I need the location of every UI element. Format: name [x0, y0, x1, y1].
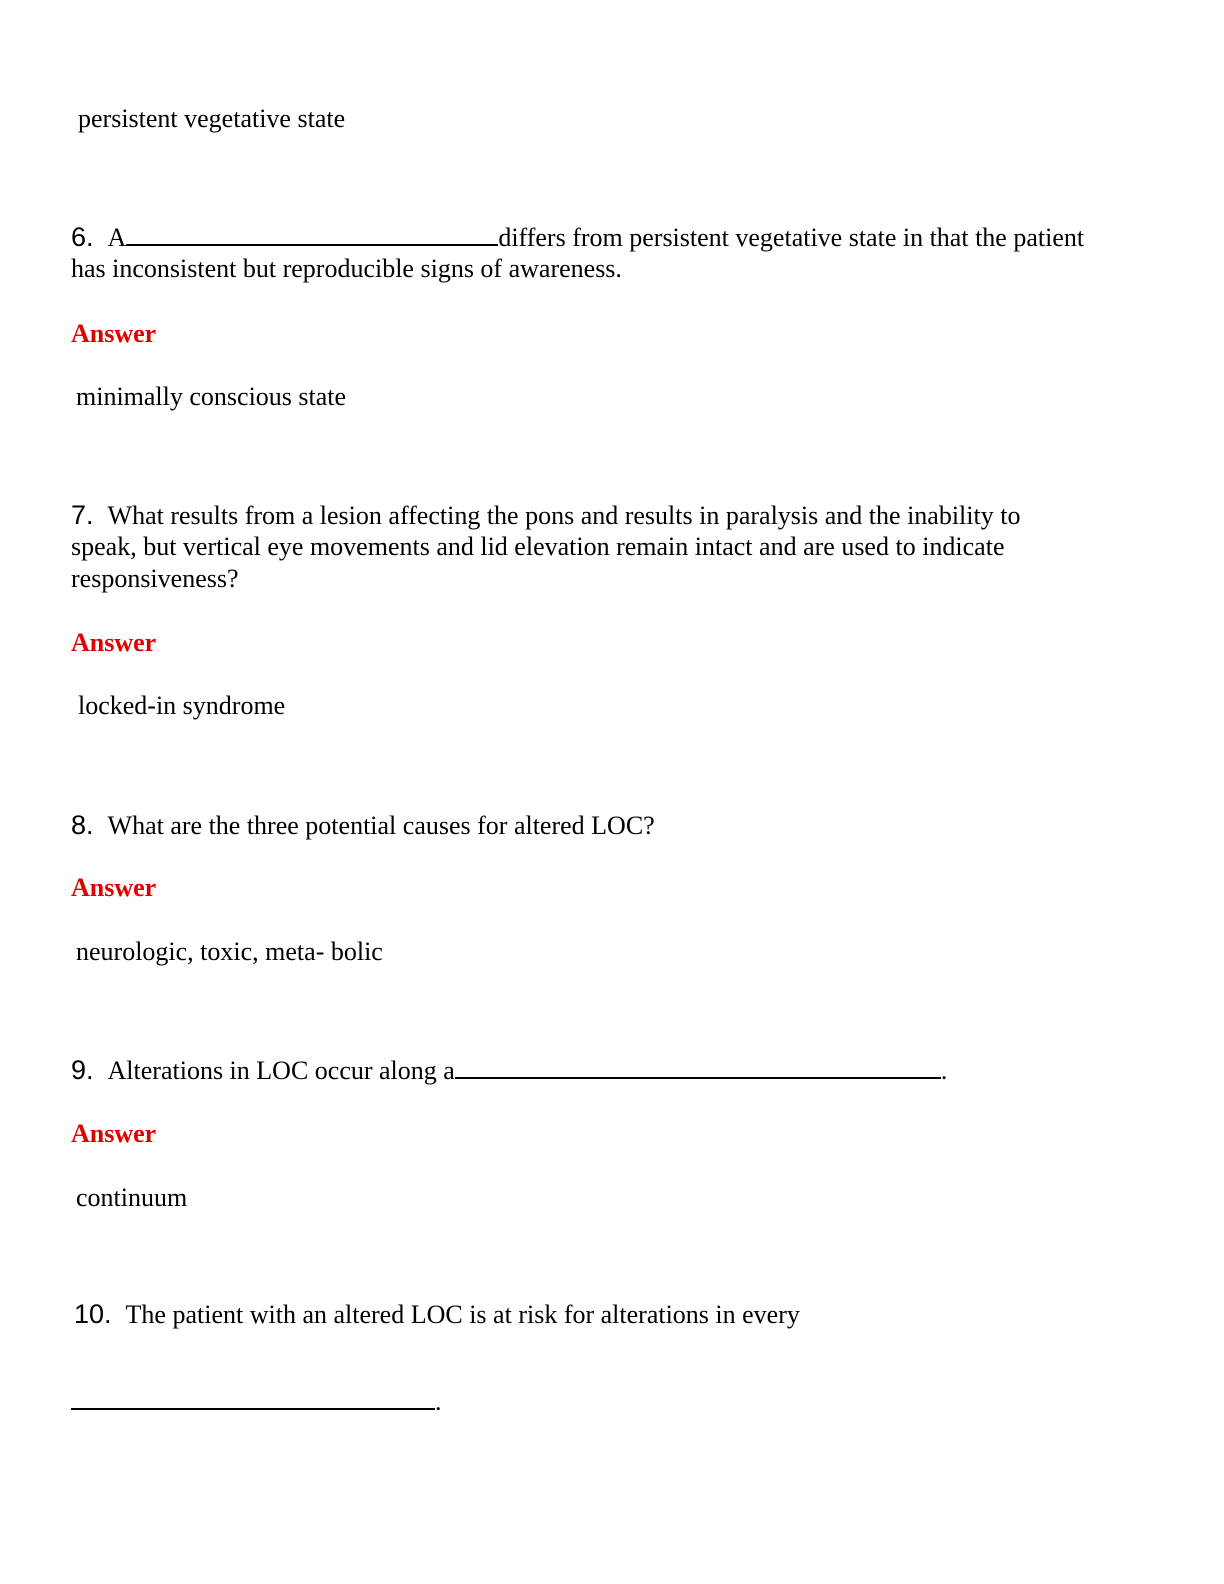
fill-in-blank[interactable] [126, 222, 498, 246]
question-text: differs from persistent vegetative state in that the patient [498, 223, 1085, 252]
answer-text-5: persistent vegetative state [78, 104, 346, 133]
question-number: 9. [71, 1055, 94, 1085]
question-7-line2: speak, but vertical eye movements and lid elevation remain intact and are used to indicate [71, 532, 1005, 561]
fill-in-blank[interactable] [71, 1386, 435, 1410]
question-prefix: A [107, 223, 127, 252]
question-number: 7. [71, 500, 94, 530]
answer-label: Answer [71, 873, 157, 902]
answer-label: Answer [71, 628, 157, 657]
question-suffix: . [435, 1387, 442, 1416]
question-text: What results from a lesion affecting the pons and results in paralysis and the inability to [107, 501, 1021, 530]
question-number: 8. [71, 810, 94, 840]
question-6-line2: has inconsistent but reproducible signs of awareness. [71, 254, 622, 283]
question-text: What are the three potential causes for altered LOC? [107, 811, 655, 840]
answer-label: Answer [71, 319, 157, 348]
question-text: The patient with an altered LOC is at risk for alterations in every [125, 1300, 800, 1329]
fill-in-blank[interactable] [455, 1055, 941, 1079]
question-10-blank-line [71, 1386, 442, 1417]
answer-text-9: continuum [76, 1183, 188, 1212]
question-text: Alterations in LOC occur along a [107, 1056, 455, 1085]
question-10 [74, 1299, 800, 1330]
question-9 [71, 1055, 947, 1086]
answer-text-8: neurologic, toxic, meta- bolic [76, 937, 383, 966]
question-7-line3: responsiveness? [71, 564, 239, 593]
question-number: 10. [74, 1299, 112, 1329]
answer-label: Answer [71, 1119, 157, 1148]
question-6 [71, 222, 1084, 253]
answer-text-7: locked-in syndrome [78, 691, 286, 720]
question-8 [71, 810, 655, 841]
question-suffix: . [940, 1056, 948, 1085]
answer-text-6: minimally conscious state [76, 382, 347, 411]
question-number: 6. [71, 222, 94, 252]
question-7 [71, 500, 1020, 531]
